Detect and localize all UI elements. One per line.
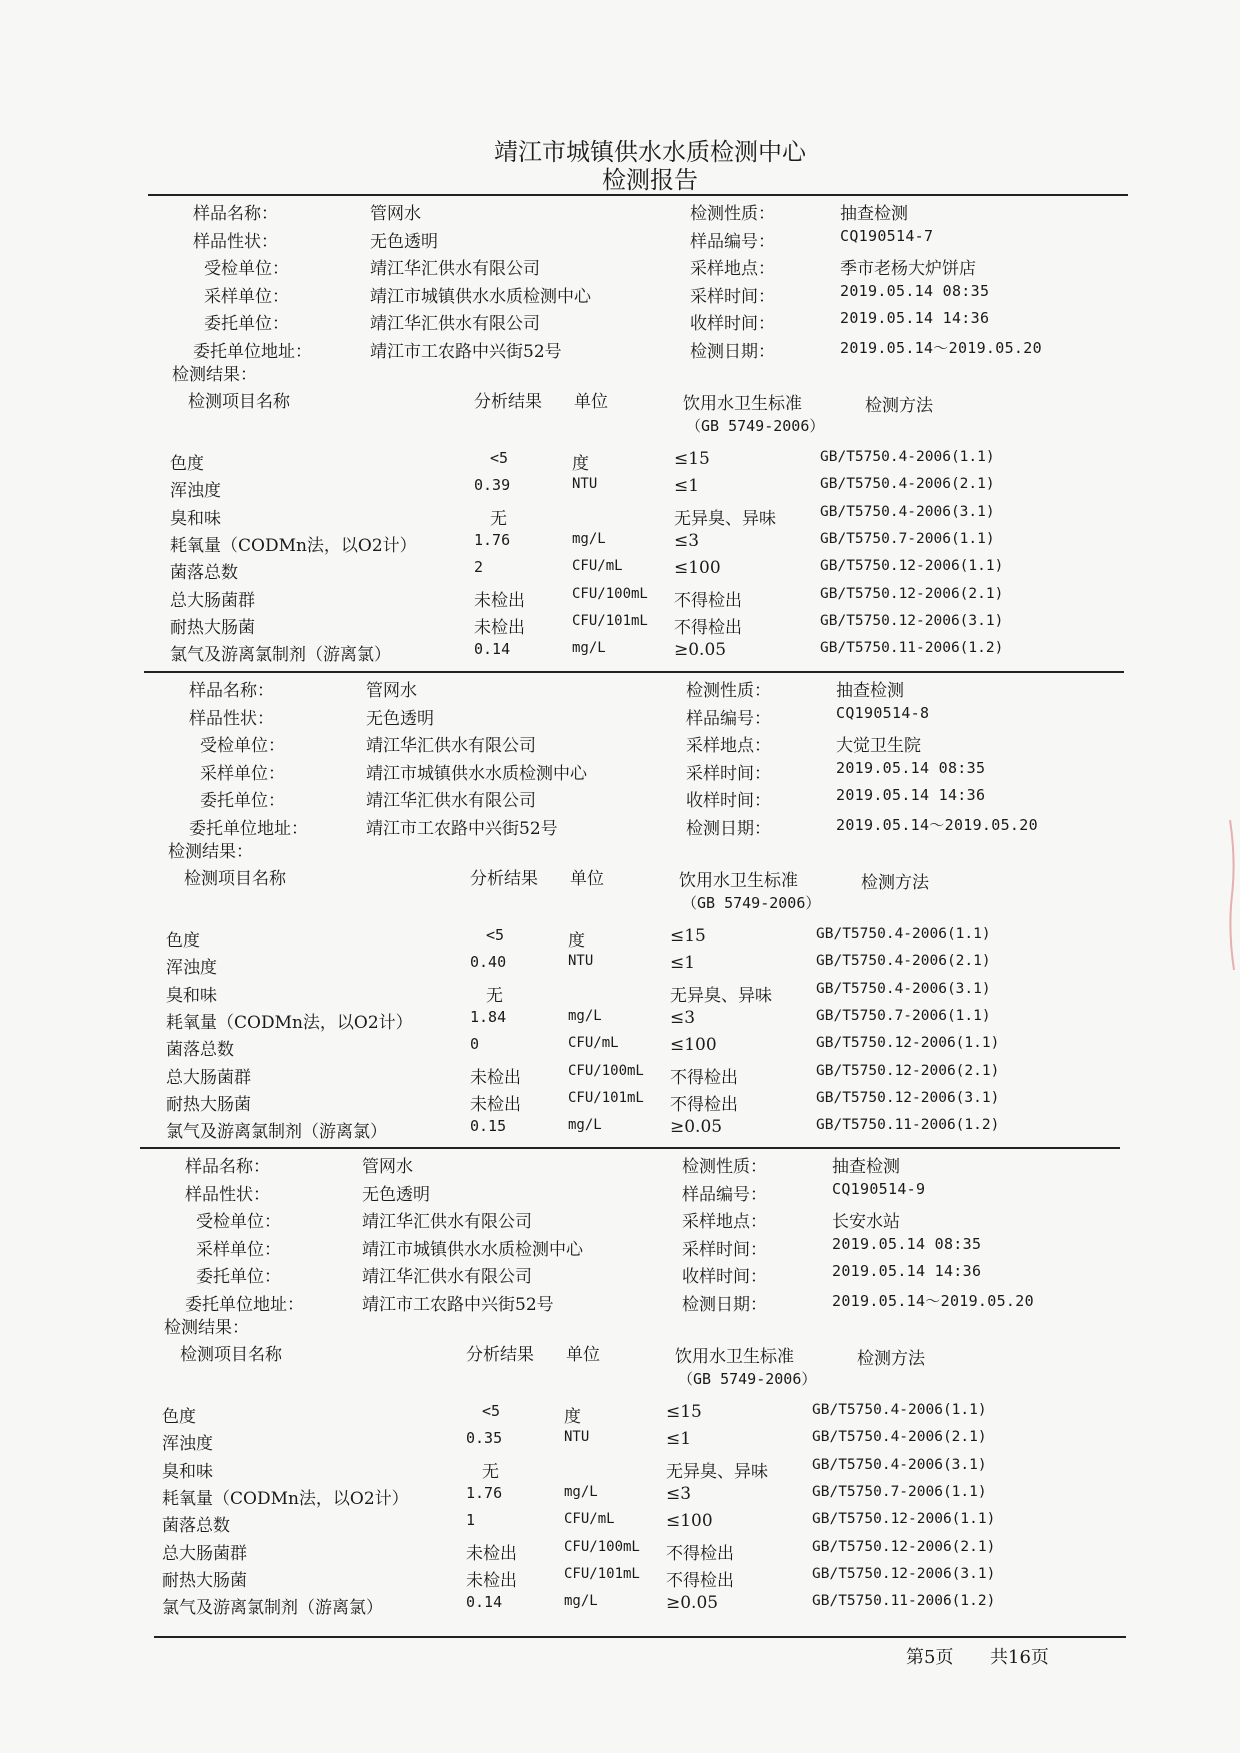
result-value: 1 bbox=[466, 1511, 476, 1530]
results-label: 检测结果： bbox=[168, 842, 253, 862]
result-row bbox=[152, 1511, 1152, 1535]
result-method: GB/T5750.7-2006(1.1) bbox=[820, 530, 995, 547]
value-test-date: 2019.05.14～2019.05.20 bbox=[840, 338, 1042, 357]
value-sample-nature: 无色透明 bbox=[362, 1184, 430, 1205]
result-standard: ≤1 bbox=[670, 953, 696, 974]
result-item: 耐热大肠菌 bbox=[166, 1094, 251, 1115]
result-item: 耐热大肠菌 bbox=[162, 1570, 247, 1591]
info-row bbox=[160, 282, 1160, 306]
info-row bbox=[152, 1235, 1152, 1259]
info-row bbox=[156, 759, 1156, 783]
results-header bbox=[156, 864, 1156, 914]
result-method: GB/T5750.12-2006(3.1) bbox=[820, 612, 1004, 629]
label-test-type: 检测性质： bbox=[682, 1157, 767, 1177]
value-sampling-site: 大觉卫生院 bbox=[836, 736, 921, 756]
section-top-rule bbox=[148, 194, 1128, 196]
result-row bbox=[160, 586, 1160, 610]
value-inspected-unit: 靖江华汇供水有限公司 bbox=[366, 736, 536, 756]
result-row bbox=[160, 640, 1160, 664]
results-header bbox=[152, 1340, 1152, 1390]
value-test-type: 抽查检测 bbox=[840, 204, 908, 224]
value-sample-no: CQ190514-7 bbox=[840, 226, 934, 245]
result-method: GB/T5750.4-2006(1.1) bbox=[816, 926, 991, 942]
info-row bbox=[160, 309, 1160, 333]
result-item: 总大肠菌群 bbox=[170, 590, 255, 611]
col-result-header: 分析结果 bbox=[466, 1345, 534, 1365]
result-item: 浑浊度 bbox=[170, 481, 221, 502]
label-inspected-unit: 受检单位： bbox=[200, 736, 285, 756]
result-standard: ≥0.05 bbox=[670, 1117, 723, 1138]
result-standard: ≤100 bbox=[674, 558, 721, 579]
col-item-header: 检测项目名称 bbox=[180, 1345, 282, 1365]
result-row bbox=[156, 1117, 1156, 1141]
value-sampling-unit: 靖江市城镇供水水质检测中心 bbox=[366, 763, 587, 784]
result-method: GB/T5750.11-2006(1.2) bbox=[816, 1117, 1000, 1134]
value-sample-name: 管网水 bbox=[366, 681, 417, 701]
sample-section bbox=[152, 1148, 1152, 1618]
result-unit: mg/L bbox=[564, 1593, 598, 1610]
result-value: 0.35 bbox=[466, 1429, 503, 1448]
label-sample-no: 样品编号： bbox=[682, 1184, 767, 1205]
label-receive-time: 收样时间： bbox=[682, 1267, 767, 1287]
label-client-address: 委托单位地址： bbox=[189, 818, 308, 839]
result-unit: mg/L bbox=[572, 640, 606, 657]
result-method: GB/T5750.12-2006(2.1) bbox=[820, 585, 1004, 602]
result-method: GB/T5750.4-2006(2.1) bbox=[812, 1429, 987, 1446]
result-row bbox=[152, 1566, 1152, 1590]
result-value: 0.14 bbox=[474, 640, 511, 659]
label-client-unit: 委托单位： bbox=[204, 314, 289, 334]
result-item: 耗氧量（CODMn法，以O2计） bbox=[162, 1488, 409, 1509]
info-row bbox=[152, 1290, 1152, 1314]
result-unit: mg/L bbox=[568, 1117, 602, 1134]
result-row bbox=[160, 476, 1160, 500]
result-row bbox=[156, 1090, 1156, 1114]
sample-section bbox=[156, 672, 1156, 1142]
result-unit: 度 bbox=[572, 454, 589, 474]
label-receive-time: 收样时间： bbox=[686, 791, 771, 811]
value-sample-name: 管网水 bbox=[362, 1157, 413, 1177]
result-standard: 无异臭、异味 bbox=[666, 1461, 768, 1482]
result-value: 无 bbox=[490, 508, 507, 529]
result-method: GB/T5750.12-2006(1.1) bbox=[820, 558, 1004, 575]
results-header bbox=[160, 387, 1160, 437]
value-client-unit: 靖江华汇供水有限公司 bbox=[362, 1267, 532, 1287]
result-item: 色度 bbox=[170, 454, 204, 474]
result-unit: mg/L bbox=[564, 1483, 598, 1500]
result-method: GB/T5750.4-2006(2.1) bbox=[820, 476, 995, 493]
col-unit-header: 单位 bbox=[570, 869, 604, 889]
result-standard: 不得检出 bbox=[666, 1570, 734, 1591]
label-inspected-unit: 受检单位： bbox=[204, 259, 289, 279]
result-value: 0.39 bbox=[474, 476, 511, 495]
result-unit: mg/L bbox=[572, 530, 606, 547]
result-row bbox=[156, 953, 1156, 977]
result-standard: ≤1 bbox=[674, 476, 700, 497]
col-standard-gb: （GB 5749-2006） bbox=[686, 417, 825, 435]
label-client-unit: 委托单位： bbox=[196, 1267, 281, 1287]
label-sampling-unit: 采样单位： bbox=[196, 1239, 281, 1260]
result-item: 氯气及游离氯制剂（游离氯） bbox=[170, 645, 391, 666]
result-item: 氯气及游离氯制剂（游离氯） bbox=[166, 1122, 387, 1143]
value-client-unit: 靖江华汇供水有限公司 bbox=[370, 314, 540, 334]
result-method: GB/T5750.7-2006(1.1) bbox=[812, 1483, 987, 1500]
result-method: GB/T5750.11-2006(1.2) bbox=[812, 1593, 996, 1610]
label-sample-name: 样品名称： bbox=[193, 204, 278, 224]
result-value: 未检出 bbox=[474, 590, 525, 611]
value-sample-no: CQ190514-9 bbox=[832, 1179, 926, 1198]
result-item: 总大肠菌群 bbox=[166, 1067, 251, 1088]
label-client-address: 委托单位地址： bbox=[193, 341, 312, 362]
value-sample-nature: 无色透明 bbox=[366, 708, 434, 729]
result-row bbox=[156, 1035, 1156, 1059]
col-method-header: 检测方法 bbox=[861, 873, 929, 893]
label-sample-no: 样品编号： bbox=[690, 231, 775, 252]
result-row bbox=[152, 1484, 1152, 1508]
info-row bbox=[152, 1262, 1152, 1286]
result-row bbox=[160, 449, 1160, 473]
result-item: 菌落总数 bbox=[166, 1040, 234, 1061]
result-unit: CFU/101mL bbox=[568, 1089, 644, 1106]
result-unit: mg/L bbox=[568, 1007, 602, 1024]
result-standard: 不得检出 bbox=[670, 1067, 738, 1088]
result-standard: ≤15 bbox=[666, 1402, 702, 1422]
result-row bbox=[160, 504, 1160, 528]
result-standard: ≤3 bbox=[674, 530, 700, 551]
result-value: 0.40 bbox=[470, 953, 507, 972]
result-value: <5 bbox=[490, 449, 509, 467]
label-sampling-time: 采样时间： bbox=[690, 286, 775, 307]
sample-section bbox=[160, 195, 1160, 665]
info-row bbox=[156, 814, 1156, 838]
result-unit: NTU bbox=[564, 1429, 590, 1446]
value-inspected-unit: 靖江华汇供水有限公司 bbox=[370, 259, 540, 279]
result-row bbox=[160, 531, 1160, 555]
col-unit-header: 单位 bbox=[566, 1345, 600, 1365]
result-method: GB/T5750.12-2006(1.1) bbox=[812, 1511, 996, 1528]
value-client-address: 靖江市工农路中兴街52号 bbox=[362, 1294, 554, 1315]
result-method: GB/T5750.12-2006(1.1) bbox=[816, 1035, 1000, 1052]
results-label: 检测结果： bbox=[172, 365, 257, 385]
result-standard: ≤15 bbox=[674, 449, 710, 469]
result-standard: ≤3 bbox=[670, 1007, 696, 1028]
result-value: 未检出 bbox=[470, 1094, 521, 1115]
col-method-header: 检测方法 bbox=[857, 1349, 925, 1369]
col-unit-header: 单位 bbox=[574, 392, 608, 412]
label-sampling-unit: 采样单位： bbox=[200, 763, 285, 784]
result-row bbox=[152, 1457, 1152, 1481]
page-total: 共16页 bbox=[990, 1647, 1049, 1668]
label-sampling-site: 采样地点： bbox=[690, 259, 775, 279]
result-method: GB/T5750.12-2006(3.1) bbox=[816, 1089, 1000, 1106]
result-value: 未检出 bbox=[466, 1543, 517, 1564]
value-sample-nature: 无色透明 bbox=[370, 231, 438, 252]
result-item: 耗氧量（CODMn法，以O2计） bbox=[166, 1012, 413, 1033]
result-value: 无 bbox=[486, 985, 503, 1006]
label-sampling-time: 采样时间： bbox=[686, 763, 771, 784]
result-standard: ≤100 bbox=[670, 1035, 717, 1056]
label-client-unit: 委托单位： bbox=[200, 791, 285, 811]
result-method: GB/T5750.7-2006(1.1) bbox=[816, 1007, 991, 1024]
value-client-address: 靖江市工农路中兴街52号 bbox=[370, 341, 562, 362]
value-receive-time: 2019.05.14 14:36 bbox=[836, 786, 986, 804]
result-method: GB/T5750.4-2006(1.1) bbox=[820, 449, 995, 465]
value-receive-time: 2019.05.14 14:36 bbox=[840, 309, 990, 327]
result-method: GB/T5750.4-2006(2.1) bbox=[816, 953, 991, 970]
label-test-type: 检测性质： bbox=[690, 204, 775, 224]
result-standard: 不得检出 bbox=[666, 1543, 734, 1564]
result-standard: 不得检出 bbox=[670, 1094, 738, 1115]
footer-rule bbox=[154, 1636, 1126, 1638]
result-row bbox=[156, 926, 1156, 950]
result-item: 色度 bbox=[162, 1407, 196, 1427]
result-row bbox=[160, 558, 1160, 582]
result-unit: NTU bbox=[568, 953, 594, 970]
result-method: GB/T5750.11-2006(1.2) bbox=[820, 640, 1004, 657]
result-standard: ≤15 bbox=[670, 926, 706, 946]
label-sampling-time: 采样时间： bbox=[682, 1239, 767, 1260]
info-row bbox=[156, 704, 1156, 728]
result-item: 菌落总数 bbox=[162, 1516, 230, 1537]
result-row bbox=[156, 981, 1156, 1005]
info-row bbox=[156, 676, 1156, 700]
section-top-rule bbox=[144, 671, 1124, 673]
result-standard: 无异臭、异味 bbox=[674, 508, 776, 529]
result-standard: 无异臭、异味 bbox=[670, 985, 772, 1006]
value-sampling-unit: 靖江市城镇供水水质检测中心 bbox=[370, 286, 591, 307]
label-sampling-site: 采样地点： bbox=[682, 1212, 767, 1232]
col-result-header: 分析结果 bbox=[470, 869, 538, 889]
col-standard-gb: （GB 5749-2006） bbox=[682, 894, 821, 912]
info-row bbox=[156, 731, 1156, 755]
result-standard: ≤100 bbox=[666, 1511, 713, 1532]
result-row bbox=[156, 1063, 1156, 1087]
result-value: 1.76 bbox=[474, 530, 511, 549]
result-row bbox=[152, 1539, 1152, 1563]
label-test-date: 检测日期： bbox=[690, 341, 775, 362]
label-sample-nature: 样品性状： bbox=[189, 708, 274, 729]
result-value: 0.14 bbox=[466, 1593, 503, 1612]
result-item: 臭和味 bbox=[162, 1461, 213, 1482]
info-row bbox=[160, 254, 1160, 278]
result-standard: ≥0.05 bbox=[674, 640, 727, 661]
result-value: 1.76 bbox=[466, 1483, 503, 1502]
result-value: <5 bbox=[482, 1402, 501, 1420]
result-unit: CFU/100mL bbox=[572, 585, 648, 602]
stamp-fragment bbox=[1222, 820, 1240, 970]
result-method: GB/T5750.4-2006(3.1) bbox=[820, 503, 995, 520]
result-row bbox=[156, 1008, 1156, 1032]
result-value: 2 bbox=[474, 558, 484, 577]
col-result-header: 分析结果 bbox=[474, 392, 542, 412]
result-value: <5 bbox=[486, 926, 505, 944]
col-item-header: 检测项目名称 bbox=[188, 392, 290, 412]
result-unit: CFU/100mL bbox=[564, 1538, 640, 1555]
value-sampling-site: 长安水站 bbox=[832, 1212, 900, 1232]
result-standard: 不得检出 bbox=[674, 617, 742, 638]
label-sampling-unit: 采样单位： bbox=[204, 286, 289, 307]
result-row bbox=[152, 1402, 1152, 1426]
result-row bbox=[152, 1593, 1152, 1617]
value-receive-time: 2019.05.14 14:36 bbox=[832, 1262, 982, 1280]
value-test-date: 2019.05.14～2019.05.20 bbox=[832, 1291, 1034, 1310]
label-sampling-site: 采样地点： bbox=[686, 736, 771, 756]
value-sample-name: 管网水 bbox=[370, 204, 421, 224]
label-sample-nature: 样品性状： bbox=[185, 1184, 270, 1205]
section-top-rule bbox=[140, 1147, 1120, 1149]
label-test-type: 检测性质： bbox=[686, 681, 771, 701]
value-test-type: 抽查检测 bbox=[836, 681, 904, 701]
result-standard: ≤3 bbox=[666, 1483, 692, 1504]
result-method: GB/T5750.12-2006(3.1) bbox=[812, 1565, 996, 1582]
results-label: 检测结果： bbox=[164, 1318, 249, 1338]
report-title: 检测报告 bbox=[602, 166, 698, 194]
result-value: 未检出 bbox=[470, 1067, 521, 1088]
result-standard: ≥0.05 bbox=[666, 1593, 719, 1614]
value-test-type: 抽查检测 bbox=[832, 1157, 900, 1177]
page-number: 第5页 bbox=[906, 1647, 954, 1668]
label-sample-no: 样品编号： bbox=[686, 708, 771, 729]
value-client-address: 靖江市工农路中兴街52号 bbox=[366, 818, 558, 839]
info-row bbox=[160, 337, 1160, 361]
result-row bbox=[152, 1429, 1152, 1453]
org-title: 靖江市城镇供水水质检测中心 bbox=[494, 138, 806, 166]
result-unit: CFU/mL bbox=[568, 1035, 619, 1052]
value-sampling-site: 季市老杨大炉饼店 bbox=[840, 259, 976, 279]
result-unit: CFU/mL bbox=[564, 1511, 615, 1528]
info-row bbox=[152, 1180, 1152, 1204]
info-row bbox=[160, 199, 1160, 223]
result-standard: ≤1 bbox=[666, 1429, 692, 1450]
label-sample-name: 样品名称： bbox=[185, 1157, 270, 1177]
result-item: 总大肠菌群 bbox=[162, 1543, 247, 1564]
value-sample-no: CQ190514-8 bbox=[836, 703, 930, 722]
col-item-header: 检测项目名称 bbox=[184, 869, 286, 889]
result-item: 菌落总数 bbox=[170, 563, 238, 584]
result-unit: CFU/101mL bbox=[564, 1565, 640, 1582]
label-receive-time: 收样时间： bbox=[690, 314, 775, 334]
result-item: 氯气及游离氯制剂（游离氯） bbox=[162, 1598, 383, 1619]
result-value: 无 bbox=[482, 1461, 499, 1482]
result-row bbox=[160, 613, 1160, 637]
result-unit: CFU/101mL bbox=[572, 612, 648, 629]
result-item: 浑浊度 bbox=[166, 958, 217, 979]
value-client-unit: 靖江华汇供水有限公司 bbox=[366, 791, 536, 811]
result-value: 1.84 bbox=[470, 1007, 507, 1026]
col-method-header: 检测方法 bbox=[865, 396, 933, 416]
result-item: 浑浊度 bbox=[162, 1434, 213, 1455]
result-item: 耐热大肠菌 bbox=[170, 617, 255, 638]
label-inspected-unit: 受检单位： bbox=[196, 1212, 281, 1232]
label-test-date: 检测日期： bbox=[682, 1294, 767, 1315]
info-row bbox=[160, 227, 1160, 251]
label-test-date: 检测日期： bbox=[686, 818, 771, 839]
value-inspected-unit: 靖江华汇供水有限公司 bbox=[362, 1212, 532, 1232]
result-unit: NTU bbox=[572, 476, 598, 493]
result-method: GB/T5750.12-2006(2.1) bbox=[812, 1538, 996, 1555]
result-value: 0 bbox=[470, 1035, 480, 1054]
result-item: 色度 bbox=[166, 931, 200, 951]
col-standard-header: 饮用水卫生标准 bbox=[679, 871, 798, 891]
result-value: 未检出 bbox=[466, 1570, 517, 1591]
info-row bbox=[152, 1152, 1152, 1176]
result-unit: CFU/100mL bbox=[568, 1062, 644, 1079]
result-item: 臭和味 bbox=[170, 508, 221, 529]
col-standard-gb: （GB 5749-2006） bbox=[678, 1370, 817, 1388]
result-item: 臭和味 bbox=[166, 985, 217, 1006]
info-row bbox=[156, 786, 1156, 810]
result-unit: 度 bbox=[564, 1407, 581, 1427]
result-value: 0.15 bbox=[470, 1117, 507, 1136]
value-sampling-time: 2019.05.14 08:35 bbox=[840, 281, 990, 300]
result-method: GB/T5750.4-2006(1.1) bbox=[812, 1402, 987, 1418]
label-client-address: 委托单位地址： bbox=[185, 1294, 304, 1315]
col-standard-header: 饮用水卫生标准 bbox=[683, 394, 802, 414]
info-row bbox=[152, 1207, 1152, 1231]
result-unit: CFU/mL bbox=[572, 558, 623, 575]
result-unit: 度 bbox=[568, 931, 585, 951]
value-sampling-unit: 靖江市城镇供水水质检测中心 bbox=[362, 1239, 583, 1260]
result-method: GB/T5750.4-2006(3.1) bbox=[816, 980, 991, 997]
label-sample-nature: 样品性状： bbox=[193, 231, 278, 252]
result-standard: 不得检出 bbox=[674, 590, 742, 611]
label-sample-name: 样品名称： bbox=[189, 681, 274, 701]
value-sampling-time: 2019.05.14 08:35 bbox=[832, 1234, 982, 1253]
result-method: GB/T5750.12-2006(2.1) bbox=[816, 1062, 1000, 1079]
value-sampling-time: 2019.05.14 08:35 bbox=[836, 758, 986, 777]
result-value: 未检出 bbox=[474, 617, 525, 638]
value-test-date: 2019.05.14～2019.05.20 bbox=[836, 815, 1038, 834]
result-method: GB/T5750.4-2006(3.1) bbox=[812, 1456, 987, 1473]
result-item: 耗氧量（CODMn法，以O2计） bbox=[170, 535, 417, 556]
col-standard-header: 饮用水卫生标准 bbox=[675, 1347, 794, 1367]
